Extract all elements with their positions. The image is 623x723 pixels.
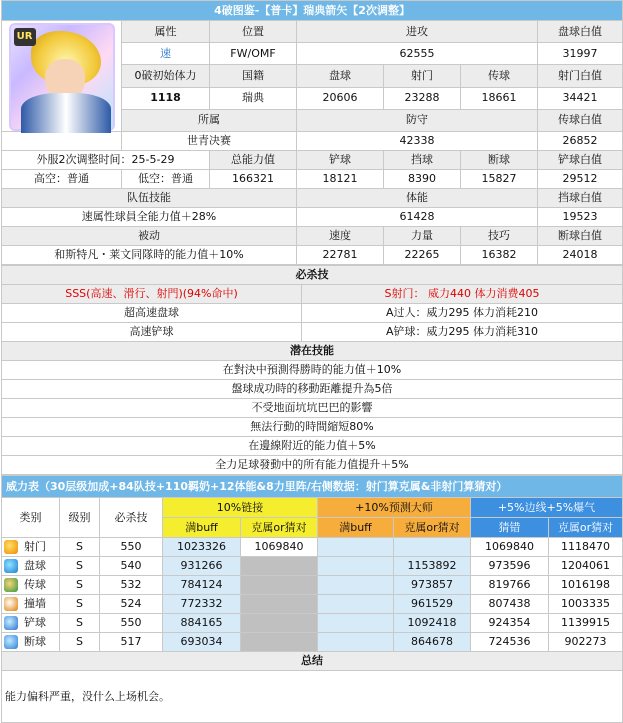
stat-label: 铲球: [297, 151, 384, 170]
latent-item: 無法行動的時間縮短80%: [2, 418, 623, 437]
stat-label: 防守: [297, 109, 538, 131]
table-cell: [318, 633, 394, 652]
table-cell: [2, 595, 60, 614]
table-cell: [241, 633, 318, 652]
latent-item: 在對決中預測得勝時的能力值＋10%: [2, 361, 623, 380]
table-cell: 532: [100, 576, 163, 595]
sub-full-buff: 满buff: [318, 518, 394, 538]
team-skill-value: 速属性球員全能力值＋28%: [2, 208, 297, 227]
table-cell: 1016198: [549, 576, 623, 595]
group-sideline: +5%边线+5%爆气: [471, 498, 623, 518]
table-cell: [241, 557, 318, 576]
table-cell: 973857: [394, 576, 471, 595]
stat-value: 61428: [297, 208, 538, 227]
table-cell: 884165: [163, 614, 241, 633]
stat-value: 34421: [538, 87, 623, 109]
shoot-icon: [4, 540, 18, 554]
table-row: [2, 614, 623, 633]
row-type-label: 射门: [24, 540, 46, 553]
table-cell: 724536: [471, 633, 549, 652]
table-cell: S: [60, 557, 100, 576]
stat-label: 传球: [461, 65, 538, 87]
table-cell: 1118470: [549, 538, 623, 557]
table-cell: 1092418: [394, 614, 471, 633]
special-header: 必杀技: [2, 266, 623, 285]
table-cell: [241, 595, 318, 614]
stat-value: 18121: [297, 170, 384, 189]
passive-label: 被动: [2, 227, 297, 246]
stat-value: 18661: [461, 87, 538, 109]
special-move: 超高速盘球: [2, 304, 302, 323]
nation-value: 瑞典: [210, 87, 297, 109]
table-cell: 1069840: [471, 538, 549, 557]
stat-value: 20606: [297, 87, 384, 109]
pass-icon: [4, 578, 18, 592]
sub-counter: 克属or猜对: [394, 518, 471, 538]
table-cell: [241, 576, 318, 595]
row-type-label: 断球: [24, 635, 46, 648]
stat-label: 力量: [384, 227, 461, 246]
table-cell: S: [60, 595, 100, 614]
stat-value: 22265: [384, 246, 461, 265]
table-cell: 931266: [163, 557, 241, 576]
rarity-badge: UR: [14, 28, 36, 46]
stat-value: 29512: [538, 170, 623, 189]
stat-value: 16382: [461, 246, 538, 265]
col-skill: 必杀技: [100, 498, 163, 538]
col-type: 类别: [2, 498, 60, 538]
stat-value: 31997: [538, 43, 623, 65]
col-level: 级别: [60, 498, 100, 538]
table-cell: S: [60, 614, 100, 633]
table-cell: S: [60, 538, 100, 557]
summary-text: 能力偏科严重，没什么上场机会。: [2, 671, 623, 723]
sub-counter: 克属or猜对: [241, 518, 318, 538]
special-move: SSS(高速、滑行、射門)(94%命中): [2, 285, 302, 304]
table-cell: 550: [100, 538, 163, 557]
row-type-label: 传球: [24, 578, 46, 591]
table-cell: 961529: [394, 595, 471, 614]
stat-value: 62555: [297, 43, 538, 65]
stat-label: 传球白值: [538, 109, 623, 131]
total-label: 总能力值: [210, 151, 297, 170]
team-skill-label: 队伍技能: [2, 189, 297, 208]
table-cell: [2, 633, 60, 652]
table-cell: [2, 614, 60, 633]
stat-value: 22781: [297, 246, 384, 265]
init-stamina-label: 0破初始体力: [122, 65, 210, 87]
sub-guess-wrong: 猜错: [471, 518, 549, 538]
table-cell: [2, 557, 60, 576]
stat-label: 断球白值: [538, 227, 623, 246]
block-icon: [4, 597, 18, 611]
stat-value: 42338: [297, 132, 538, 151]
table-cell: 550: [100, 614, 163, 633]
init-stamina-value: 1118: [122, 87, 210, 109]
clear-icon: [4, 635, 18, 649]
table-row: [2, 557, 623, 576]
table-cell: 973596: [471, 557, 549, 576]
table-cell: [2, 538, 60, 557]
special-detail: A过人：威力295 体力消耗210: [302, 304, 623, 323]
table-cell: 540: [100, 557, 163, 576]
info-table: [1, 0, 623, 265]
table-cell: [2, 132, 122, 151]
table-row: [2, 595, 623, 614]
special-move: 高速铲球: [2, 323, 302, 342]
table-cell: 1023326: [163, 538, 241, 557]
attr-label: 属性: [122, 21, 210, 43]
total-value: 166321: [210, 170, 297, 189]
stat-label: 挡球白值: [538, 189, 623, 208]
attr-value: 速: [122, 43, 210, 65]
stat-value: 8390: [384, 170, 461, 189]
latent-item: 在邊線附近的能力值＋5%: [2, 437, 623, 456]
nation-label: 国籍: [210, 65, 297, 87]
table-cell: 517: [100, 633, 163, 652]
high-air: 高空：普通: [2, 170, 122, 189]
group-link: 10%链接: [163, 498, 318, 518]
stat-label: 体能: [297, 189, 538, 208]
player-portrait: [9, 23, 115, 131]
table-cell: [318, 538, 394, 557]
pos-label: 位置: [210, 21, 297, 43]
table-cell: 772332: [163, 595, 241, 614]
low-air: 低空：普通: [122, 170, 210, 189]
table-cell: 902273: [549, 633, 623, 652]
stat-value: 26852: [538, 132, 623, 151]
table-cell: 784124: [163, 576, 241, 595]
table-cell: [241, 614, 318, 633]
row-type-label: 铲球: [24, 616, 46, 629]
stat-label: 挡球: [384, 151, 461, 170]
table-cell: 807438: [471, 595, 549, 614]
table-cell: [2, 576, 60, 595]
table-cell: 819766: [471, 576, 549, 595]
latent-header: 潜在技能: [2, 342, 623, 361]
stat-label: 盘球白值: [538, 21, 623, 43]
card-avatar: [2, 21, 122, 132]
stat-label: 铲球白值: [538, 151, 623, 170]
table-cell: 524: [100, 595, 163, 614]
table-cell: [394, 538, 471, 557]
latent-item: 全力足球發動中的所有能力值提升＋5%: [2, 456, 623, 475]
table-cell: 924354: [471, 614, 549, 633]
pos-value: FW/OMF: [210, 43, 297, 65]
special-detail: A铲球：威力295 体力消耗310: [302, 323, 623, 342]
page-title: 4破图鉴-【普卡】瑞典箭矢【2次调整】: [2, 1, 623, 21]
stat-value: 15827: [461, 170, 538, 189]
stat-value: 23288: [384, 87, 461, 109]
power-title: 威力表（30层级加成+84队技+110羁奶+12体能&8力里阵/右侧数据：射门算克属&非射门算猜对）: [2, 476, 623, 498]
adjust-time: 外服2次调整时间：25-5-29: [2, 151, 210, 170]
latent-item: 盤球成功時的移動距離提升為5倍: [2, 380, 623, 399]
table-row: [2, 576, 623, 595]
table-cell: 1204061: [549, 557, 623, 576]
summary-header: 总结: [2, 652, 623, 671]
row-type-label: 撞墙: [24, 597, 46, 610]
stat-label: 速度: [297, 227, 384, 246]
stat-label: 断球: [461, 151, 538, 170]
stat-label: 射门: [384, 65, 461, 87]
special-table: [1, 265, 623, 475]
power-table: [1, 475, 623, 723]
special-detail: S射门： 威力440 体力消费405: [302, 285, 623, 304]
table-cell: 864678: [394, 633, 471, 652]
tackle-icon: [4, 616, 18, 630]
team-value: 世青决赛: [122, 132, 297, 151]
table-cell: 1153892: [394, 557, 471, 576]
team-label: 所属: [122, 109, 297, 131]
table-cell: 693034: [163, 633, 241, 652]
table-row: [2, 538, 623, 557]
group-predict: +10%预测大师: [318, 498, 471, 518]
table-cell: S: [60, 576, 100, 595]
latent-item: 不受地面坑坑巴巴的影響: [2, 399, 623, 418]
table-cell: [318, 576, 394, 595]
dribble-icon: [4, 559, 18, 573]
stat-label: 盘球: [297, 65, 384, 87]
passive-value: 和斯特凡・莱文同隊時的能力值＋10%: [2, 246, 297, 265]
table-cell: 1003335: [549, 595, 623, 614]
stat-label: 进攻: [297, 21, 538, 43]
table-cell: S: [60, 633, 100, 652]
table-cell: 1139915: [549, 614, 623, 633]
table-cell: [318, 595, 394, 614]
row-type-label: 盘球: [24, 559, 46, 572]
table-cell: [318, 557, 394, 576]
stat-label: 射门白值: [538, 65, 623, 87]
sub-full-buff: 满buff: [163, 518, 241, 538]
table-row: [2, 633, 623, 652]
table-cell: 1069840: [241, 538, 318, 557]
stat-value: 19523: [538, 208, 623, 227]
table-cell: [318, 614, 394, 633]
sub-counter: 克属or猜对: [549, 518, 623, 538]
stat-label: 技巧: [461, 227, 538, 246]
stat-value: 24018: [538, 246, 623, 265]
